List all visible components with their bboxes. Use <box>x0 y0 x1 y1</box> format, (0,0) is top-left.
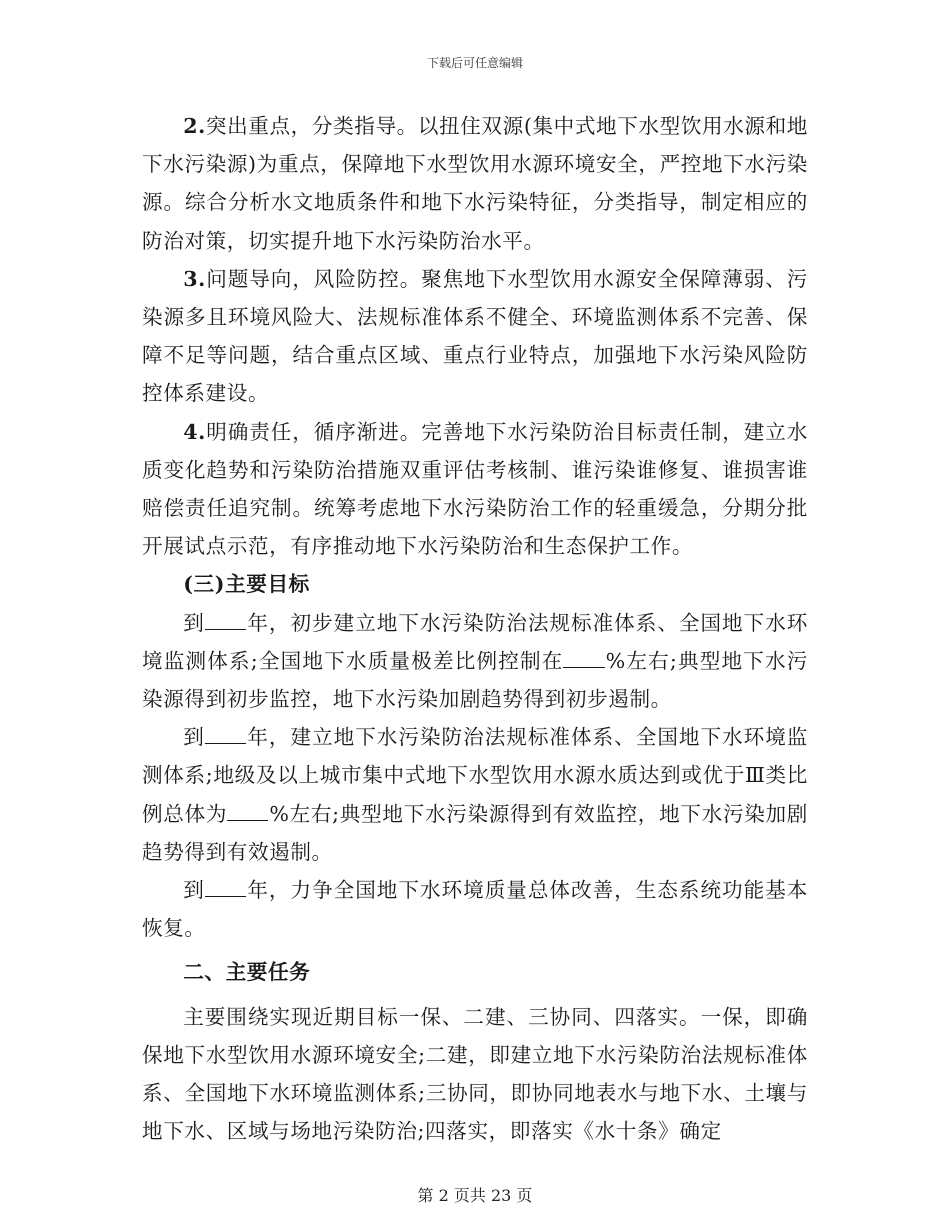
principle-3 <box>142 260 808 413</box>
section-heading-main-targets: (三)主要目标 <box>183 572 310 597</box>
year-blank <box>205 723 246 745</box>
principle-number: 2. <box>183 114 206 138</box>
percent-blank <box>227 799 268 821</box>
section-heading-main-tasks: 二、主要任务 <box>183 960 311 985</box>
percent-blank <box>563 646 604 668</box>
principle-4 <box>142 413 808 566</box>
target-paragraph-1: 到 年，初步建立地下水污染防治法规标准体系、全国地下水环境监测体系;全国地下水质量极差比例控制在 %左右;典型地下水污染源得到初步监控，地下水污染加剧趋势得到初步遏制。 <box>142 604 808 719</box>
year-blank <box>205 608 246 630</box>
principle-2 <box>142 107 808 260</box>
page-footer: 第 2 页共 23 页 <box>417 1186 533 1205</box>
principle-text: 问题导向，风险防控。聚焦地下水型饮用水源安全保障薄弱、污染源多且环境风险大、法规标准体系不健全、环境监测体系不完善、保障不足等问题，结合重点区域、重点行业特点，加强地下水污染风险防控体系建设。 <box>142 266 808 406</box>
page-header: 下载后可任意编辑 <box>426 56 523 70</box>
target-paragraph-2: 到 年，建立地下水污染防治法规标准体系、全国地下水环境监测体系;地级及以上城市集中式地下水型饮用水源水质达到或优于Ⅲ类比例总体为 %左右;典型地下水污染源得到有效监控，地下水污染加剧趋势得到有效遏制。 <box>142 718 808 871</box>
tasks-intro-paragraph: 主要围绕实现近期目标一保、二建、三协同、四落实。一保，即确保地下水型饮用水源环境安全;二建，即建立地下水污染防治法规标准体系、全国地下水环境监测体系;三协同，即协同地表水与地下水、土壤与地下水、区域与场地污染防治;四落实，即落实《水十条》确定 <box>142 1004 808 1144</box>
year-blank <box>205 875 246 897</box>
principle-text: 突出重点，分类指导。以扭住双源(集中式地下水型饮用水源和地下水污染源)为重点，保障地下水型饮用水源环境安全，严控地下水污染源。综合分析水文地质条件和地下水污染特征，分类指导，制定相应的防治对策，切实提升地下水污染防治水平。 <box>142 114 808 253</box>
principle-text: 明确责任，循序渐进。完善地下水污染防治目标责任制，建立水质变化趋势和污染防治措施双重评估考核制、谁污染谁修复、谁损害谁赔偿责任追究制。统筹考虑地下水污染防治工作的轻重缓急，分期分批开展试点示范，有序推动地下水污染防治和生态保护工作。 <box>142 419 808 559</box>
document-body <box>142 107 808 1150</box>
principle-number: 3. <box>183 266 206 291</box>
target-paragraph-3: 到 年，力争全国地下水环境质量总体改善，生态系统功能基本恢复。 <box>142 871 808 947</box>
principle-number: 4. <box>183 419 206 444</box>
